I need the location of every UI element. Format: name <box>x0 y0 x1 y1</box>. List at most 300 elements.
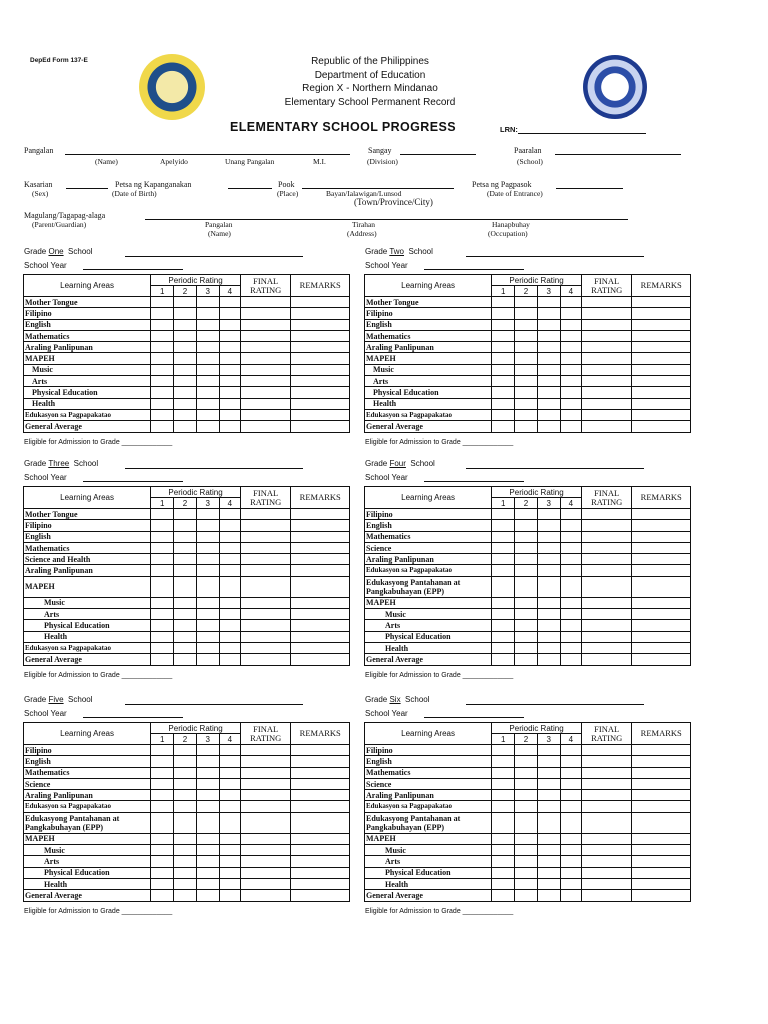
rating-cell[interactable] <box>196 890 219 901</box>
school-year-field[interactable] <box>424 481 524 482</box>
rating-cell[interactable] <box>515 878 537 889</box>
rating-cell[interactable] <box>174 353 196 364</box>
rating-cell[interactable] <box>537 778 560 789</box>
rating-cell[interactable] <box>196 778 219 789</box>
rating-cell[interactable] <box>219 509 240 520</box>
rating-cell[interactable] <box>492 531 515 542</box>
rating-cell[interactable] <box>581 421 631 432</box>
rating-cell[interactable] <box>291 364 350 375</box>
rating-cell[interactable] <box>492 767 515 778</box>
rating-cell[interactable] <box>560 790 581 801</box>
rating-cell[interactable] <box>291 856 350 867</box>
rating-cell[interactable] <box>632 387 691 398</box>
rating-cell[interactable] <box>291 812 350 833</box>
rating-cell[interactable] <box>219 845 240 856</box>
rating-cell[interactable] <box>151 421 174 432</box>
rating-cell[interactable] <box>492 409 515 420</box>
lrn-field[interactable] <box>518 133 646 134</box>
rating-cell[interactable] <box>240 297 290 308</box>
rating-cell[interactable] <box>196 554 219 565</box>
rating-cell[interactable] <box>240 308 290 319</box>
rating-cell[interactable] <box>632 801 691 812</box>
rating-cell[interactable] <box>537 353 560 364</box>
rating-cell[interactable] <box>219 565 240 576</box>
rating-cell[interactable] <box>492 398 515 409</box>
rating-cell[interactable] <box>196 631 219 642</box>
rating-cell[interactable] <box>291 542 350 553</box>
rating-cell[interactable] <box>632 609 691 620</box>
rating-cell[interactable] <box>291 609 350 620</box>
rating-cell[interactable] <box>174 631 196 642</box>
rating-cell[interactable] <box>219 330 240 341</box>
rating-cell[interactable] <box>151 542 174 553</box>
rating-cell[interactable] <box>515 364 537 375</box>
rating-cell[interactable] <box>240 387 290 398</box>
rating-cell[interactable] <box>560 409 581 420</box>
rating-cell[interactable] <box>560 597 581 608</box>
rating-cell[interactable] <box>219 597 240 608</box>
rating-cell[interactable] <box>492 319 515 330</box>
rating-cell[interactable] <box>632 376 691 387</box>
rating-cell[interactable] <box>515 353 537 364</box>
entrance-field[interactable] <box>556 188 623 189</box>
rating-cell[interactable] <box>240 812 290 833</box>
rating-cell[interactable] <box>581 520 631 531</box>
rating-cell[interactable] <box>219 297 240 308</box>
rating-cell[interactable] <box>581 790 631 801</box>
rating-cell[interactable] <box>174 812 196 833</box>
rating-cell[interactable] <box>581 767 631 778</box>
rating-cell[interactable] <box>291 642 350 653</box>
rating-cell[interactable] <box>560 878 581 889</box>
rating-cell[interactable] <box>537 867 560 878</box>
rating-cell[interactable] <box>240 576 290 597</box>
rating-cell[interactable] <box>196 812 219 833</box>
rating-cell[interactable] <box>515 745 537 756</box>
rating-cell[interactable] <box>174 597 196 608</box>
rating-cell[interactable] <box>196 597 219 608</box>
rating-cell[interactable] <box>515 308 537 319</box>
sex-field[interactable] <box>66 188 108 189</box>
rating-cell[interactable] <box>174 376 196 387</box>
rating-cell[interactable] <box>515 631 537 642</box>
rating-cell[interactable] <box>515 620 537 631</box>
rating-cell[interactable] <box>515 642 537 653</box>
rating-cell[interactable] <box>537 801 560 812</box>
rating-cell[interactable] <box>174 297 196 308</box>
rating-cell[interactable] <box>151 297 174 308</box>
rating-cell[interactable] <box>515 319 537 330</box>
rating-cell[interactable] <box>492 364 515 375</box>
rating-cell[interactable] <box>581 833 631 844</box>
rating-cell[interactable] <box>492 890 515 901</box>
rating-cell[interactable] <box>151 376 174 387</box>
school-name-field[interactable] <box>125 468 303 469</box>
rating-cell[interactable] <box>581 297 631 308</box>
rating-cell[interactable] <box>537 756 560 767</box>
school-name-field[interactable] <box>466 704 644 705</box>
rating-cell[interactable] <box>537 409 560 420</box>
rating-cell[interactable] <box>151 330 174 341</box>
rating-cell[interactable] <box>219 353 240 364</box>
rating-cell[interactable] <box>219 398 240 409</box>
rating-cell[interactable] <box>492 330 515 341</box>
rating-cell[interactable] <box>240 554 290 565</box>
rating-cell[interactable] <box>515 531 537 542</box>
rating-cell[interactable] <box>515 565 537 576</box>
rating-cell[interactable] <box>151 620 174 631</box>
rating-cell[interactable] <box>291 878 350 889</box>
rating-cell[interactable] <box>219 642 240 653</box>
rating-cell[interactable] <box>240 756 290 767</box>
rating-cell[interactable] <box>291 297 350 308</box>
rating-cell[interactable] <box>560 833 581 844</box>
rating-cell[interactable] <box>537 767 560 778</box>
rating-cell[interactable] <box>219 409 240 420</box>
rating-cell[interactable] <box>581 609 631 620</box>
rating-cell[interactable] <box>537 364 560 375</box>
rating-cell[interactable] <box>240 319 290 330</box>
rating-cell[interactable] <box>196 509 219 520</box>
rating-cell[interactable] <box>492 778 515 789</box>
rating-cell[interactable] <box>492 790 515 801</box>
rating-cell[interactable] <box>291 565 350 576</box>
rating-cell[interactable] <box>515 398 537 409</box>
rating-cell[interactable] <box>560 767 581 778</box>
rating-cell[interactable] <box>632 509 691 520</box>
rating-cell[interactable] <box>492 867 515 878</box>
rating-cell[interactable] <box>196 376 219 387</box>
rating-cell[interactable] <box>515 890 537 901</box>
rating-cell[interactable] <box>632 520 691 531</box>
rating-cell[interactable] <box>240 867 290 878</box>
rating-cell[interactable] <box>515 554 537 565</box>
rating-cell[interactable] <box>196 756 219 767</box>
rating-cell[interactable] <box>537 745 560 756</box>
rating-cell[interactable] <box>240 745 290 756</box>
rating-cell[interactable] <box>492 597 515 608</box>
school-year-field[interactable] <box>83 269 183 270</box>
rating-cell[interactable] <box>581 778 631 789</box>
rating-cell[interactable] <box>537 509 560 520</box>
rating-cell[interactable] <box>581 376 631 387</box>
rating-cell[interactable] <box>174 531 196 542</box>
rating-cell[interactable] <box>151 867 174 878</box>
rating-cell[interactable] <box>196 308 219 319</box>
rating-cell[interactable] <box>515 597 537 608</box>
rating-cell[interactable] <box>174 790 196 801</box>
rating-cell[interactable] <box>174 745 196 756</box>
rating-cell[interactable] <box>632 597 691 608</box>
rating-cell[interactable] <box>515 609 537 620</box>
rating-cell[interactable] <box>537 620 560 631</box>
rating-cell[interactable] <box>240 654 290 665</box>
rating-cell[interactable] <box>219 609 240 620</box>
rating-cell[interactable] <box>581 319 631 330</box>
rating-cell[interactable] <box>632 330 691 341</box>
rating-cell[interactable] <box>174 565 196 576</box>
rating-cell[interactable] <box>291 833 350 844</box>
rating-cell[interactable] <box>196 520 219 531</box>
rating-cell[interactable] <box>174 878 196 889</box>
rating-cell[interactable] <box>537 856 560 867</box>
rating-cell[interactable] <box>581 654 631 665</box>
rating-cell[interactable] <box>537 387 560 398</box>
rating-cell[interactable] <box>151 609 174 620</box>
rating-cell[interactable] <box>632 565 691 576</box>
rating-cell[interactable] <box>240 642 290 653</box>
rating-cell[interactable] <box>151 531 174 542</box>
rating-cell[interactable] <box>632 867 691 878</box>
rating-cell[interactable] <box>240 609 290 620</box>
rating-cell[interactable] <box>515 845 537 856</box>
rating-cell[interactable] <box>515 867 537 878</box>
rating-cell[interactable] <box>174 364 196 375</box>
rating-cell[interactable] <box>581 878 631 889</box>
rating-cell[interactable] <box>560 330 581 341</box>
rating-cell[interactable] <box>219 856 240 867</box>
rating-cell[interactable] <box>560 631 581 642</box>
rating-cell[interactable] <box>291 308 350 319</box>
rating-cell[interactable] <box>196 353 219 364</box>
rating-cell[interactable] <box>560 308 581 319</box>
rating-cell[interactable] <box>174 576 196 597</box>
rating-cell[interactable] <box>581 542 631 553</box>
rating-cell[interactable] <box>151 509 174 520</box>
rating-cell[interactable] <box>632 308 691 319</box>
rating-cell[interactable] <box>240 353 290 364</box>
rating-cell[interactable] <box>219 790 240 801</box>
school-name-field[interactable] <box>125 256 303 257</box>
rating-cell[interactable] <box>219 878 240 889</box>
rating-cell[interactable] <box>492 421 515 432</box>
rating-cell[interactable] <box>632 554 691 565</box>
rating-cell[interactable] <box>560 398 581 409</box>
rating-cell[interactable] <box>240 364 290 375</box>
rating-cell[interactable] <box>492 801 515 812</box>
school-year-field[interactable] <box>83 717 183 718</box>
rating-cell[interactable] <box>219 319 240 330</box>
rating-cell[interactable] <box>151 597 174 608</box>
rating-cell[interactable] <box>632 878 691 889</box>
rating-cell[interactable] <box>537 308 560 319</box>
name-field[interactable] <box>65 154 350 155</box>
rating-cell[interactable] <box>291 654 350 665</box>
rating-cell[interactable] <box>196 576 219 597</box>
rating-cell[interactable] <box>632 531 691 542</box>
school-name-field[interactable] <box>466 256 644 257</box>
rating-cell[interactable] <box>560 297 581 308</box>
rating-cell[interactable] <box>219 520 240 531</box>
rating-cell[interactable] <box>632 421 691 432</box>
rating-cell[interactable] <box>632 767 691 778</box>
rating-cell[interactable] <box>174 308 196 319</box>
rating-cell[interactable] <box>537 812 560 833</box>
rating-cell[interactable] <box>581 364 631 375</box>
rating-cell[interactable] <box>291 597 350 608</box>
rating-cell[interactable] <box>515 387 537 398</box>
rating-cell[interactable] <box>291 790 350 801</box>
rating-cell[interactable] <box>632 778 691 789</box>
school-name-field[interactable] <box>466 468 644 469</box>
rating-cell[interactable] <box>240 878 290 889</box>
rating-cell[interactable] <box>581 642 631 653</box>
rating-cell[interactable] <box>537 319 560 330</box>
rating-cell[interactable] <box>515 330 537 341</box>
rating-cell[interactable] <box>515 654 537 665</box>
rating-cell[interactable] <box>515 520 537 531</box>
rating-cell[interactable] <box>219 376 240 387</box>
rating-cell[interactable] <box>291 376 350 387</box>
dob-field[interactable] <box>228 188 272 189</box>
rating-cell[interactable] <box>581 845 631 856</box>
rating-cell[interactable] <box>581 409 631 420</box>
rating-cell[interactable] <box>174 609 196 620</box>
rating-cell[interactable] <box>151 642 174 653</box>
rating-cell[interactable] <box>632 642 691 653</box>
rating-cell[interactable] <box>240 342 290 353</box>
rating-cell[interactable] <box>291 353 350 364</box>
rating-cell[interactable] <box>174 856 196 867</box>
rating-cell[interactable] <box>492 845 515 856</box>
rating-cell[interactable] <box>632 833 691 844</box>
rating-cell[interactable] <box>240 790 290 801</box>
rating-cell[interactable] <box>492 554 515 565</box>
rating-cell[interactable] <box>632 654 691 665</box>
rating-cell[interactable] <box>632 342 691 353</box>
rating-cell[interactable] <box>151 778 174 789</box>
rating-cell[interactable] <box>581 856 631 867</box>
rating-cell[interactable] <box>291 745 350 756</box>
rating-cell[interactable] <box>174 342 196 353</box>
school-field[interactable] <box>555 154 681 155</box>
rating-cell[interactable] <box>632 620 691 631</box>
rating-cell[interactable] <box>219 554 240 565</box>
rating-cell[interactable] <box>240 767 290 778</box>
rating-cell[interactable] <box>492 609 515 620</box>
rating-cell[interactable] <box>174 319 196 330</box>
rating-cell[interactable] <box>537 597 560 608</box>
rating-cell[interactable] <box>560 520 581 531</box>
rating-cell[interactable] <box>240 856 290 867</box>
rating-cell[interactable] <box>581 531 631 542</box>
rating-cell[interactable] <box>151 812 174 833</box>
rating-cell[interactable] <box>560 745 581 756</box>
rating-cell[interactable] <box>537 554 560 565</box>
rating-cell[interactable] <box>174 620 196 631</box>
rating-cell[interactable] <box>240 520 290 531</box>
rating-cell[interactable] <box>291 890 350 901</box>
rating-cell[interactable] <box>537 565 560 576</box>
rating-cell[interactable] <box>291 531 350 542</box>
rating-cell[interactable] <box>515 801 537 812</box>
rating-cell[interactable] <box>151 387 174 398</box>
rating-cell[interactable] <box>196 565 219 576</box>
rating-cell[interactable] <box>560 778 581 789</box>
rating-cell[interactable] <box>219 833 240 844</box>
rating-cell[interactable] <box>537 520 560 531</box>
rating-cell[interactable] <box>515 342 537 353</box>
rating-cell[interactable] <box>560 654 581 665</box>
rating-cell[interactable] <box>560 554 581 565</box>
rating-cell[interactable] <box>537 398 560 409</box>
rating-cell[interactable] <box>240 631 290 642</box>
rating-cell[interactable] <box>219 576 240 597</box>
rating-cell[interactable] <box>537 631 560 642</box>
rating-cell[interactable] <box>632 756 691 767</box>
rating-cell[interactable] <box>560 609 581 620</box>
rating-cell[interactable] <box>151 409 174 420</box>
rating-cell[interactable] <box>174 520 196 531</box>
rating-cell[interactable] <box>537 376 560 387</box>
rating-cell[interactable] <box>240 409 290 420</box>
rating-cell[interactable] <box>581 890 631 901</box>
rating-cell[interactable] <box>560 509 581 520</box>
rating-cell[interactable] <box>291 801 350 812</box>
rating-cell[interactable] <box>581 801 631 812</box>
rating-cell[interactable] <box>492 756 515 767</box>
rating-cell[interactable] <box>151 398 174 409</box>
rating-cell[interactable] <box>632 856 691 867</box>
rating-cell[interactable] <box>151 342 174 353</box>
rating-cell[interactable] <box>537 330 560 341</box>
rating-cell[interactable] <box>174 767 196 778</box>
rating-cell[interactable] <box>196 398 219 409</box>
rating-cell[interactable] <box>196 767 219 778</box>
rating-cell[interactable] <box>219 631 240 642</box>
rating-cell[interactable] <box>560 845 581 856</box>
rating-cell[interactable] <box>515 856 537 867</box>
rating-cell[interactable] <box>492 308 515 319</box>
rating-cell[interactable] <box>219 342 240 353</box>
rating-cell[interactable] <box>151 790 174 801</box>
rating-cell[interactable] <box>219 542 240 553</box>
rating-cell[interactable] <box>151 856 174 867</box>
rating-cell[interactable] <box>515 509 537 520</box>
rating-cell[interactable] <box>219 364 240 375</box>
rating-cell[interactable] <box>219 867 240 878</box>
rating-cell[interactable] <box>632 364 691 375</box>
rating-cell[interactable] <box>291 342 350 353</box>
rating-cell[interactable] <box>537 890 560 901</box>
rating-cell[interactable] <box>240 801 290 812</box>
rating-cell[interactable] <box>581 565 631 576</box>
rating-cell[interactable] <box>291 409 350 420</box>
rating-cell[interactable] <box>240 845 290 856</box>
rating-cell[interactable] <box>151 890 174 901</box>
rating-cell[interactable] <box>515 542 537 553</box>
rating-cell[interactable] <box>581 554 631 565</box>
rating-cell[interactable] <box>151 631 174 642</box>
rating-cell[interactable] <box>174 409 196 420</box>
rating-cell[interactable] <box>515 756 537 767</box>
rating-cell[interactable] <box>291 576 350 597</box>
rating-cell[interactable] <box>492 631 515 642</box>
rating-cell[interactable] <box>174 554 196 565</box>
rating-cell[interactable] <box>560 319 581 330</box>
rating-cell[interactable] <box>219 308 240 319</box>
rating-cell[interactable] <box>240 330 290 341</box>
rating-cell[interactable] <box>151 833 174 844</box>
school-year-field[interactable] <box>424 269 524 270</box>
rating-cell[interactable] <box>196 833 219 844</box>
rating-cell[interactable] <box>632 631 691 642</box>
rating-cell[interactable] <box>291 330 350 341</box>
rating-cell[interactable] <box>151 565 174 576</box>
rating-cell[interactable] <box>219 421 240 432</box>
rating-cell[interactable] <box>196 745 219 756</box>
rating-cell[interactable] <box>151 878 174 889</box>
